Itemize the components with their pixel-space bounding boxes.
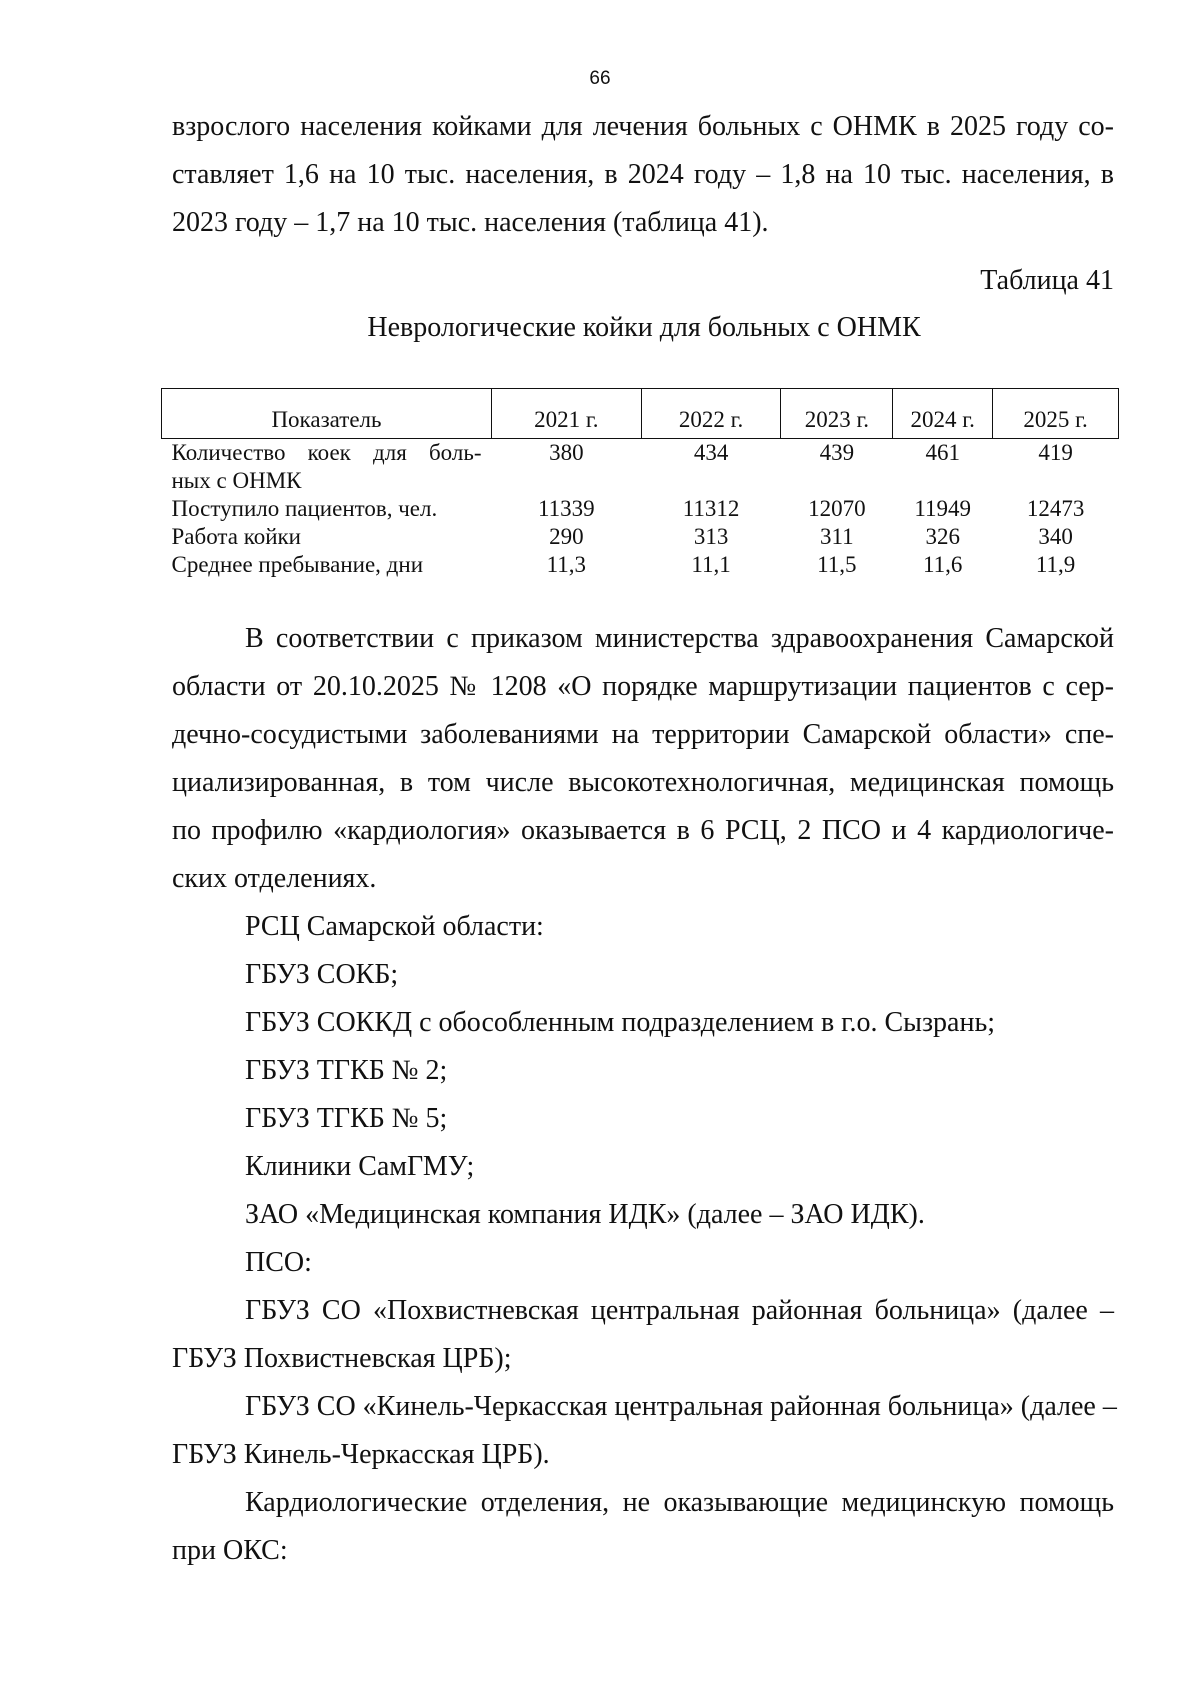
table-cell: 11,1 (691, 552, 731, 577)
text-line: при ОКС: (172, 1535, 288, 1566)
table-title: Неврологические койки для больных с ОНМК (367, 312, 921, 343)
list-item: ГБУЗ СОКБ; (245, 959, 399, 990)
row-label: Среднее пребывание, дни (171, 552, 424, 577)
table-cell: 461 (925, 440, 960, 465)
text-line: 2023 году – 1,7 на 10 тыс. населения (таблица 41). (172, 207, 769, 238)
page-number: 66 (589, 68, 611, 89)
list-item: РСЦ Самарской области: (245, 911, 544, 942)
row-label-line: ных с ОНМК (171, 468, 302, 493)
table-header-cell: 2025 г. (993, 389, 1119, 439)
neuro-beds-table (161, 388, 1119, 579)
intro-paragraph (172, 103, 1114, 247)
table-cell: 326 (925, 524, 960, 549)
list-item: ГБУЗ ТГКБ № 5; (245, 1103, 448, 1134)
table-cell: 11,5 (817, 552, 857, 577)
table-cell: 290 (549, 524, 584, 549)
table-cell: 313 (693, 524, 729, 549)
text-line: дечно-сосудистыми заболеваниями на территории Самарской области» спе- (172, 719, 1114, 750)
table-cell: 12070 (808, 496, 866, 521)
routing-paragraph (172, 615, 1117, 1575)
list-item: ЗАО «Медицинская компания ИДК» (далее – ЗАО ИДК). (245, 1199, 925, 1230)
table-cell: 439 (819, 440, 855, 465)
table-header-cell: Показатель (162, 389, 492, 439)
list-item: Клиники СамГМУ; (245, 1151, 475, 1182)
table-header-cell: 2022 г. (641, 389, 781, 439)
row-label: Поступило пациентов, чел. (171, 496, 438, 521)
text-line: ставляет 1,6 на 10 тыс. населения, в 2024 году – 1,8 на 10 тыс. населения, в (172, 159, 1114, 190)
table-cell: 11949 (914, 496, 972, 521)
table-cell: 11312 (682, 496, 740, 521)
row-label: Работа койки (171, 524, 301, 549)
table-cell: 380 (549, 440, 584, 465)
text-line: ГБУЗ Похвистневская ЦРБ); (172, 1343, 512, 1374)
table-cell: 11,9 (1035, 552, 1076, 577)
table-cell: 340 (1038, 524, 1073, 549)
list-item: ГБУЗ СОККД с обособленным подразделением в г.о. Сызрань; (245, 1007, 996, 1038)
table-header-row (162, 389, 1119, 439)
text-line: области от 20.10.2025 № 1208 «О порядке маршрутизации пациентов с сер- (172, 671, 1114, 702)
text-line: по профилю «кардиология» оказывается в 6 РСЦ, 2 ПСО и 4 кардиологиче- (172, 815, 1114, 846)
text-line: ГБУЗ СО «Похвистневская центральная районная больница» (далее – (245, 1295, 1114, 1326)
table-cell: 11,3 (546, 552, 587, 577)
table-row (162, 523, 1119, 551)
table-cell: 311 (820, 524, 854, 549)
table-label: Таблица 41 (980, 265, 1114, 296)
list-item: ГБУЗ ТГКБ № 2; (245, 1055, 448, 1086)
table-row (162, 551, 1119, 579)
table-header-cell: 2024 г. (893, 389, 993, 439)
text-line: ГБУЗ Кинель-Черкасская ЦРБ). (172, 1439, 550, 1470)
table-header-cell: 2023 г. (781, 389, 893, 439)
text-line: взрослого населения койками для лечения больных с ОНМК в 2025 году со- (172, 111, 1114, 142)
list-item: ПСО: (245, 1247, 312, 1278)
row-label (162, 439, 492, 496)
text-line: ГБУЗ СО «Кинель-Черкасская центральная районная больница» (далее – (245, 1391, 1117, 1422)
text-line: В соответствии с приказом министерства здравоохранения Самарской (245, 623, 1114, 654)
table-cell: 11339 (538, 496, 595, 521)
row-label-line: Количество коек для боль- (171, 440, 482, 465)
table-cell: 419 (1038, 440, 1073, 465)
table-row (162, 495, 1119, 523)
table-header-cell: 2021 г. (491, 389, 641, 439)
text-line: Кардиологические отделения, не оказывающие медицинскую помощь (245, 1487, 1114, 1518)
table-cell: 434 (693, 440, 729, 465)
text-line: циализированная, в том числе высокотехнологичная, медицинская помощь (172, 767, 1114, 798)
table-cell: 11,6 (923, 552, 963, 577)
table-row (162, 439, 1119, 496)
table-cell: 12473 (1026, 496, 1085, 521)
text-line: ских отделениях. (172, 863, 377, 894)
